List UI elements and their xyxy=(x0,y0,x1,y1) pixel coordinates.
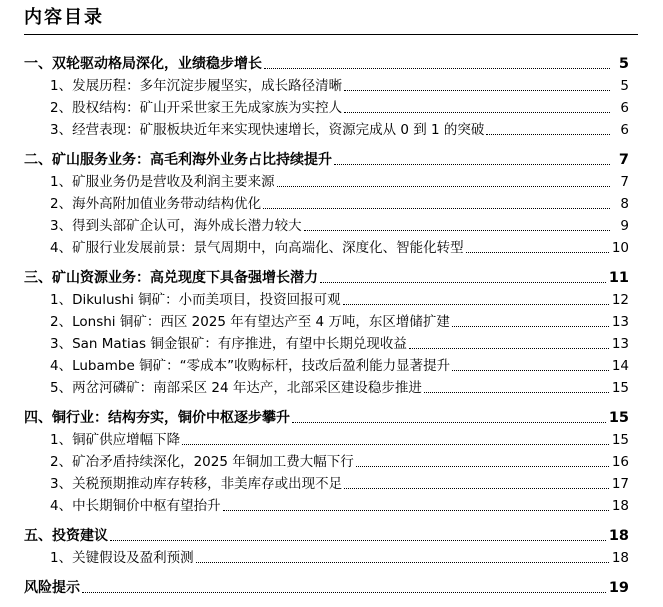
dot-leader xyxy=(223,510,609,511)
toc-entry-page: 15 xyxy=(611,432,629,448)
dot-leader xyxy=(452,370,609,371)
toc-entry-page: 12 xyxy=(611,292,629,308)
toc-entry-page: 15 xyxy=(611,380,629,396)
toc-entry-1-1[interactable] xyxy=(24,73,629,95)
dot-leader xyxy=(110,540,606,541)
toc-entry-page: 18 xyxy=(611,550,629,566)
toc-entry-4-3[interactable] xyxy=(24,471,629,493)
toc-entry-2-4[interactable] xyxy=(24,235,629,257)
dot-leader xyxy=(334,164,610,165)
toc-entry-2-3[interactable] xyxy=(24,213,629,235)
toc-entry-3-1[interactable] xyxy=(24,287,629,309)
toc-entry-2-1[interactable] xyxy=(24,169,629,191)
toc-entry-title: 4、Lubambe 铜矿：“零成本”收购标杆，技改后盈利能力显著提升 xyxy=(50,358,451,374)
toc-entry-section-1[interactable] xyxy=(24,51,629,73)
toc-entry-page: 19 xyxy=(608,580,629,596)
dot-leader xyxy=(277,186,610,187)
toc-entry-title: 4、中长期铜价中枢有望抬升 xyxy=(50,498,221,514)
dot-leader xyxy=(304,230,610,231)
toc-title: 内容目录 xyxy=(24,7,104,28)
dot-leader xyxy=(320,282,606,283)
toc-entry-title: 二、矿山服务业务：高毛利海外业务占比持续提升 xyxy=(24,152,332,168)
toc-entry-page: 7 xyxy=(618,152,629,168)
dot-leader xyxy=(356,466,609,467)
dot-leader xyxy=(466,252,609,253)
toc-entry-1-2[interactable] xyxy=(24,95,629,117)
dot-leader xyxy=(452,326,609,327)
toc-entry-page: 5 xyxy=(620,78,629,94)
dot-leader xyxy=(344,90,610,91)
toc-entry-title: 4、矿服行业发展前景：景气周期中，向高端化、深度化、智能化转型 xyxy=(50,240,464,256)
toc-entry-title: 1、铜矿供应增幅下降 xyxy=(50,432,181,448)
toc-entry-page: 17 xyxy=(611,476,629,492)
toc-entry-title: 2、矿冶矛盾持续深化，2025 年铜加工费大幅下行 xyxy=(50,454,354,470)
toc-entry-section-3[interactable] xyxy=(24,265,629,287)
toc-entry-title: 1、关键假设及盈利预测 xyxy=(50,550,194,566)
toc-entry-title: 风险提示 xyxy=(24,580,80,596)
dot-leader xyxy=(409,348,609,349)
dot-leader xyxy=(292,422,606,423)
toc-entry-risk[interactable] xyxy=(24,575,629,597)
dot-leader xyxy=(182,444,609,445)
toc-entry-3-5[interactable] xyxy=(24,375,629,397)
toc-entry-page: 9 xyxy=(620,218,629,234)
toc-entry-page: 10 xyxy=(611,240,629,256)
toc-entry-4-2[interactable] xyxy=(24,449,629,471)
dot-leader xyxy=(344,488,609,489)
toc-entry-page: 13 xyxy=(611,336,629,352)
dot-leader xyxy=(424,392,609,393)
toc-entry-title: 5、两岔河磷矿：南部采区 24 年达产，北部采区建设稳步推进 xyxy=(50,380,422,396)
toc-entry-title: 2、股权结构：矿山开采世家王先成家族为实控人 xyxy=(50,100,343,116)
toc-entry-section-5[interactable] xyxy=(24,523,629,545)
toc-entry-page: 6 xyxy=(620,100,629,116)
toc-entry-5-1[interactable] xyxy=(24,545,629,567)
toc-entry-1-3[interactable] xyxy=(24,117,629,139)
dot-leader xyxy=(264,68,610,69)
toc-entry-title: 3、San Matias 铜金银矿：有序推进，有望中长期兑现收益 xyxy=(50,336,407,352)
toc-entry-section-2[interactable] xyxy=(24,147,629,169)
toc-entry-page: 8 xyxy=(620,196,629,212)
toc-entry-2-2[interactable] xyxy=(24,191,629,213)
toc-entry-page: 14 xyxy=(611,358,629,374)
dot-leader xyxy=(82,592,606,593)
toc-entry-page: 11 xyxy=(608,270,629,286)
dot-leader xyxy=(344,112,610,113)
toc-entry-4-4[interactable] xyxy=(24,493,629,515)
toc-entry-3-4[interactable] xyxy=(24,353,629,375)
toc-entry-title: 三、矿山资源业务：高兑现度下具备强增长潜力 xyxy=(24,270,318,286)
toc-entry-3-2[interactable] xyxy=(24,309,629,331)
toc-entry-title: 3、关税预期推动库存转移，非美库存或出现不足 xyxy=(50,476,343,492)
toc-entry-page: 6 xyxy=(620,122,629,138)
toc-entry-section-4[interactable] xyxy=(24,405,629,427)
dot-leader xyxy=(263,208,610,209)
toc-entry-4-1[interactable] xyxy=(24,427,629,449)
toc-entry-3-3[interactable] xyxy=(24,331,629,353)
toc-entry-page: 5 xyxy=(618,56,629,72)
dot-leader xyxy=(486,134,610,135)
toc-entry-page: 13 xyxy=(611,314,629,330)
toc-entry-title: 1、矿服业务仍是营收及利润主要来源 xyxy=(50,174,275,190)
toc-entry-title: 3、经营表现：矿服板块近年来实现快速增长，资源完成从 0 到 1 的突破 xyxy=(50,122,485,138)
toc-entry-title: 2、Lonshi 铜矿：西区 2025 年有望达产至 4 万吨，东区增储扩建 xyxy=(50,314,450,330)
dot-leader xyxy=(343,304,609,305)
toc-entry-title: 1、Dikulushi 铜矿：小而美项目，投资回报可观 xyxy=(50,292,341,308)
toc-entry-title: 一、双轮驱动格局深化，业绩稳步增长 xyxy=(24,56,262,72)
title-divider xyxy=(24,34,638,35)
toc-entry-title: 2、海外高附加值业务带动结构优化 xyxy=(50,196,262,212)
toc-entry-title: 3、得到头部矿企认可，海外成长潜力较大 xyxy=(50,218,302,234)
toc-entry-page: 15 xyxy=(608,410,629,426)
toc-entry-page: 18 xyxy=(611,498,629,514)
toc-entry-title: 1、发展历程：多年沉淀步履坚实，成长路径清晰 xyxy=(50,78,343,94)
toc-entry-page: 16 xyxy=(611,454,629,470)
toc-entry-title: 四、铜行业：结构夯实，铜价中枢逐步攀升 xyxy=(24,410,290,426)
toc-entry-page: 18 xyxy=(608,528,629,544)
toc-entry-title: 五、投资建议 xyxy=(24,528,108,544)
dot-leader xyxy=(196,562,609,563)
toc-entry-page: 7 xyxy=(620,174,629,190)
